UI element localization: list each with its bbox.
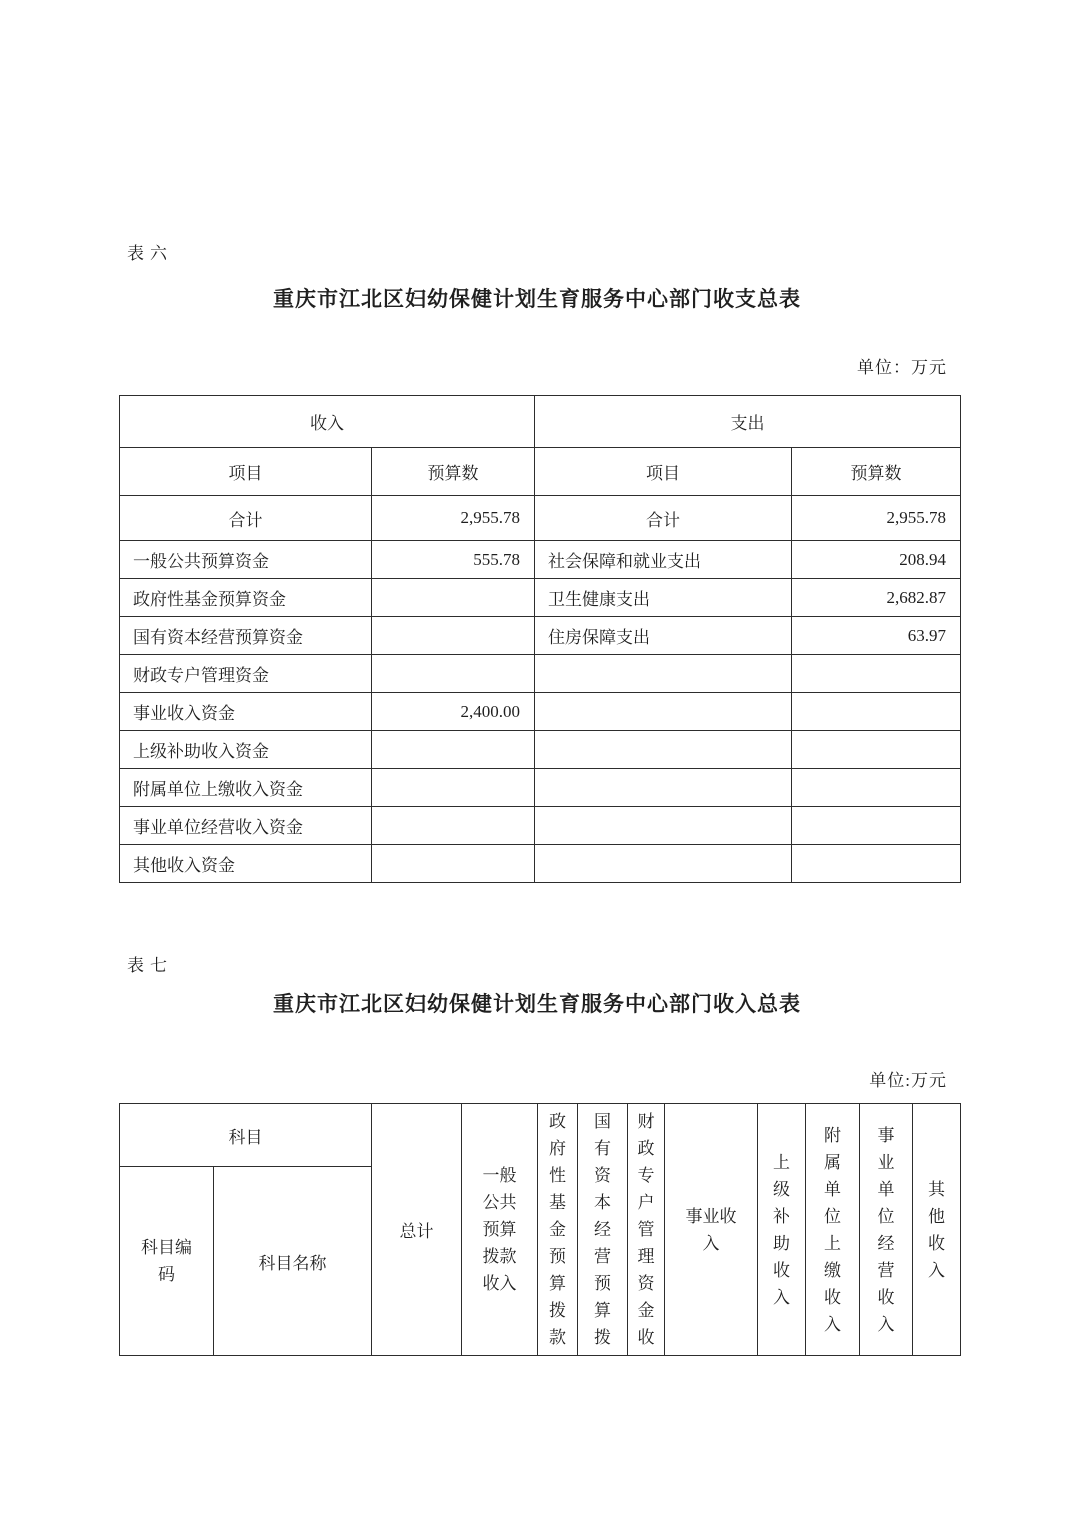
income-item-cell: 其他收入资金 (120, 845, 372, 883)
expense-budget-cell (792, 807, 961, 845)
expense-item-cell: 住房保障支出 (535, 617, 792, 655)
vertical-header-text: 其他收入 (928, 1179, 945, 1280)
table6-group-header-row (120, 396, 961, 448)
income-item-cell: 一般公共预算资金 (120, 541, 372, 579)
income-item-cell: 财政专户管理资金 (120, 655, 372, 693)
income-item-cell: 上级补助收入资金 (120, 731, 372, 769)
income-item-cell: 事业单位经营收入资金 (120, 807, 372, 845)
vertical-header-text: 附属单位上缴收入 (824, 1125, 841, 1334)
subject-code-header (120, 1167, 214, 1356)
table7-title: 重庆市江北区妇幼保健计划生育服务中心部门收入总表 (273, 992, 801, 1016)
table-row (120, 541, 961, 579)
expense-item-cell (535, 693, 792, 731)
vertical-header-text: 财政专户管理资金收 (637, 1112, 655, 1347)
table-row (120, 579, 961, 617)
table6-column-header-row (120, 448, 961, 496)
table6-label: 表六 (127, 244, 173, 263)
subject-name-header: 科目名称 (214, 1167, 372, 1356)
business-operation-column-header (860, 1104, 913, 1356)
expense-budget-cell: 63.97 (792, 617, 961, 655)
income-budget-cell: 555.78 (372, 541, 535, 579)
expense-budget-cell (792, 655, 961, 693)
vertical-header-text: 事业单位经营收入 (877, 1125, 895, 1334)
income-budget-cell (372, 617, 535, 655)
income-summary-table (119, 1103, 961, 1356)
income-expenditure-table (119, 395, 961, 883)
table-row (120, 731, 961, 769)
income-budget-column-header: 预算数 (372, 448, 535, 496)
fiscal-account-column-header (628, 1104, 665, 1356)
subject-group-header: 科目 (120, 1104, 372, 1167)
table6-unit: 单位：万元 (857, 358, 947, 377)
superior-subsidy-column-header (758, 1104, 806, 1356)
expense-item-cell: 合计 (535, 496, 792, 541)
expense-item-cell: 社会保障和就业支出 (535, 541, 792, 579)
table-row (120, 655, 961, 693)
vertical-header-text: 一般公共预算拨款收入 (482, 1166, 517, 1293)
income-budget-cell (372, 731, 535, 769)
table6-title: 重庆市江北区妇幼保健计划生育服务中心部门收支总表 (273, 287, 801, 311)
total-column-header: 总计 (372, 1104, 462, 1356)
expense-item-column-header: 项目 (535, 448, 792, 496)
table7-header-row-1 (120, 1104, 961, 1167)
wrapped-header-text: 科目编码 (141, 1238, 192, 1284)
expense-budget-cell: 208.94 (792, 541, 961, 579)
expense-item-cell (535, 655, 792, 693)
expense-item-cell (535, 845, 792, 883)
table-row (120, 845, 961, 883)
table-row (120, 617, 961, 655)
table-row (120, 693, 961, 731)
general-public-budget-column-header (462, 1104, 538, 1356)
vertical-header-text: 政府性基金预算拨款 (549, 1112, 566, 1347)
vertical-header-text: 上级补助收入 (773, 1152, 790, 1307)
income-budget-cell (372, 579, 535, 617)
vertical-header-text: 国有资本经营预算拨 (594, 1112, 611, 1347)
income-budget-cell (372, 769, 535, 807)
expense-budget-column-header: 预算数 (792, 448, 961, 496)
expense-budget-cell (792, 769, 961, 807)
income-budget-cell: 2,955.78 (372, 496, 535, 541)
wrapped-header-text: 事业收入 (685, 1206, 737, 1253)
income-budget-cell (372, 807, 535, 845)
expense-budget-cell: 2,682.87 (792, 579, 961, 617)
table-row (120, 769, 961, 807)
expense-item-cell (535, 731, 792, 769)
expense-budget-cell (792, 693, 961, 731)
income-item-cell: 政府性基金预算资金 (120, 579, 372, 617)
income-item-cell: 国有资本经营预算资金 (120, 617, 372, 655)
table-row-total (120, 496, 961, 541)
expenditure-group-header: 支出 (535, 396, 961, 448)
affiliated-unit-column-header (806, 1104, 860, 1356)
expense-item-cell (535, 807, 792, 845)
expense-budget-cell (792, 845, 961, 883)
table7-unit: 单位:万元 (869, 1071, 947, 1090)
income-item-cell: 事业收入资金 (120, 693, 372, 731)
table7-label: 表七 (127, 956, 173, 975)
income-group-header: 收入 (120, 396, 535, 448)
expense-item-cell: 卫生健康支出 (535, 579, 792, 617)
income-item-cell: 合计 (120, 496, 372, 541)
income-item-cell: 附属单位上缴收入资金 (120, 769, 372, 807)
income-budget-cell (372, 845, 535, 883)
table-row (120, 807, 961, 845)
other-income-column-header (913, 1104, 961, 1356)
expense-item-cell (535, 769, 792, 807)
expense-budget-cell: 2,955.78 (792, 496, 961, 541)
business-income-column-header (665, 1104, 758, 1356)
income-budget-cell: 2,400.00 (372, 693, 535, 731)
income-item-column-header: 项目 (120, 448, 372, 496)
government-fund-column-header (538, 1104, 578, 1356)
expense-budget-cell (792, 731, 961, 769)
state-capital-column-header (578, 1104, 628, 1356)
income-budget-cell (372, 655, 535, 693)
